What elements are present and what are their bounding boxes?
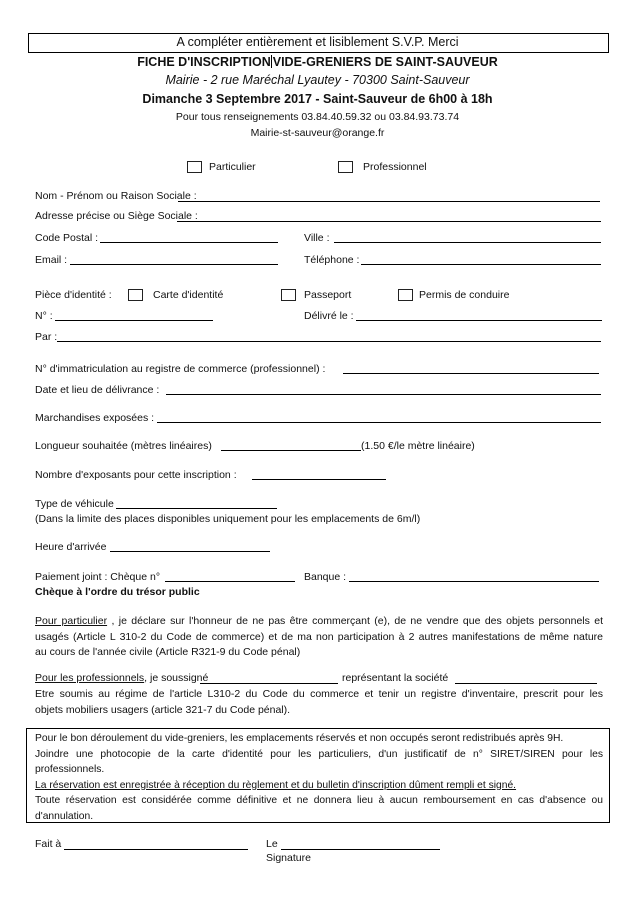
form-title: [0, 55, 635, 69]
delivre-le-label: Délivré le :: [304, 310, 354, 322]
passeport-checkbox[interactable]: [281, 289, 296, 301]
nom-field[interactable]: [178, 201, 600, 202]
date-field[interactable]: [281, 849, 440, 850]
delivre-le-field[interactable]: [356, 320, 602, 321]
marchandises-label: Marchandises exposées :: [35, 412, 155, 424]
vehicule-label: Type de véhicule: [35, 498, 114, 510]
ville-field[interactable]: [334, 242, 601, 243]
notice-line: professionnels.: [35, 764, 105, 775]
declaration-pro-lead: Pour les professionnels: [35, 672, 145, 684]
nom-label: Nom - Prénom ou Raison Sociale :: [35, 190, 197, 202]
heure-arrivee-label: Heure d'arrivée: [35, 541, 107, 553]
declaration-particulier-line: usagés (Article L 310-2 du Code de commerce) et de ma non participation à 2 autres manifestations de même nature: [35, 630, 603, 643]
cheque-ordre-note: Chèque à l'ordre du trésor public: [35, 586, 200, 598]
notice-line: Joindre une photocopie de la carte d'identité pour les particuliers, d'un justificatif de n° SIRET/SIREN pour les: [35, 748, 603, 760]
vehicule-note: (Dans la limite des places disponibles uniquement pour les emplacements de 6m/l): [35, 513, 421, 525]
nombre-exposants-field[interactable]: [252, 479, 386, 480]
carte-identite-checkbox[interactable]: [128, 289, 143, 301]
representant-label: représentant la société: [342, 672, 449, 684]
societe-field[interactable]: [455, 683, 597, 684]
declaration-particulier-text: , je déclare sur l'honneur de ne pas être commerçant (e), de ne vendre que des objets personnels et: [107, 615, 603, 627]
professionnel-label: Professionnel: [363, 161, 427, 173]
declaration-particulier-lead: Pour particulier: [35, 615, 108, 627]
cheque-numero-field[interactable]: [165, 581, 295, 582]
fait-a-label: Fait à: [35, 838, 62, 850]
code-postal-label: Code Postal :: [35, 232, 99, 244]
longueur-field[interactable]: [221, 450, 361, 451]
carte-identite-label: Carte d'identité: [153, 289, 224, 301]
longueur-label: Longueur souhaitée (mètres linéaires): [35, 440, 212, 452]
professionnel-checkbox[interactable]: [338, 161, 353, 173]
date-lieu-label: Date et lieu de délivrance :: [35, 384, 160, 396]
signature-label: Signature: [266, 852, 311, 864]
nombre-exposants-label: Nombre d'exposants pour cette inscription :: [35, 469, 237, 481]
immatriculation-field[interactable]: [343, 373, 599, 374]
declaration-particulier-line: au cours de l'année civile (Article R321-9 du Code pénal): [35, 646, 301, 658]
form-title-part1: FICHE D'INSCRIPTION: [137, 55, 271, 69]
notice-text: [35, 731, 603, 824]
email-label: Email :: [35, 254, 68, 266]
notice-line: Pour le bon déroulement du vide-greniers, les emplacements réservés et non occupés seront redistribués après 9H.: [35, 733, 564, 744]
piece-identite-label: Pièce d'identité :: [35, 289, 112, 301]
address: Mairie - 2 rue Maréchal Lyautey - 70300 Saint-Sauveur: [165, 73, 470, 87]
soussigne-field[interactable]: [200, 683, 338, 684]
paiement-label: Paiement joint : Chèque n°: [35, 571, 161, 583]
date-lieu-field[interactable]: [166, 394, 601, 395]
ville-label: Ville :: [304, 232, 330, 244]
declaration-pro-line: Etre soumis au régime de l'article L310-2 du Code du commerce et tenir un registre d'inventaire, prescrit pour les: [35, 688, 603, 700]
info-phone: Pour tous renseignements 03.84.40.59.32 ou 03.84.93.73.74: [175, 111, 460, 123]
declaration-pro-soussigne: , je soussigné: [144, 672, 209, 684]
banque-field[interactable]: [349, 581, 599, 582]
heure-arrivee-field[interactable]: [110, 551, 270, 552]
notice-line: Toute réservation est considérée comme définitive et ne donnera lieu à aucun remboursement en cas d'absence ou: [35, 795, 603, 806]
declaration-pro-text: [35, 687, 603, 718]
par-label: Par :: [35, 331, 58, 343]
longueur-price: (1.50 €/le mètre linéaire): [361, 440, 475, 452]
event-date: Dimanche 3 Septembre 2017 - Saint-Sauveur de 6h00 à 18h: [142, 92, 493, 106]
email-field[interactable]: [70, 264, 278, 265]
instruction-text: A compléter entièrement et lisiblement S.V.P. Merci: [176, 35, 459, 49]
adresse-label: Adresse précise ou Siège Sociale :: [35, 210, 198, 222]
particulier-label: Particulier: [209, 161, 256, 173]
code-postal-field[interactable]: [100, 242, 278, 243]
passeport-label: Passeport: [304, 289, 352, 301]
declaration-pro-line: objets mobiliers usagers (article 321-7 du Code pénal).: [35, 703, 291, 716]
le-label: Le: [266, 838, 278, 850]
notice-line: d'annulation.: [35, 810, 94, 822]
banque-label: Banque :: [304, 571, 347, 583]
permis-label: Permis de conduire: [419, 289, 510, 301]
declaration-particulier-line: [35, 614, 603, 630]
particulier-checkbox[interactable]: [187, 161, 202, 173]
declaration-particulier: [35, 614, 603, 661]
vehicule-field[interactable]: [116, 508, 277, 509]
adresse-field[interactable]: [177, 221, 601, 222]
notice-line-underlined: La réservation est enregistrée à réception du règlement et du bulletin d'inscription dûment rempli et signé.: [35, 779, 517, 791]
numero-label: N° :: [35, 310, 53, 322]
fait-a-field[interactable]: [64, 849, 248, 850]
form-title-part2: VIDE-GRENIERS DE SAINT-SAUVEUR: [272, 55, 498, 69]
contact-email: Mairie-st-sauveur@orange.fr: [250, 127, 385, 139]
par-field[interactable]: [57, 341, 601, 342]
telephone-label: Téléphone :: [304, 254, 360, 266]
declaration-pro-intro: [35, 672, 208, 684]
numero-field[interactable]: [55, 320, 213, 321]
marchandises-field[interactable]: [157, 422, 601, 423]
immatriculation-label: N° d'immatriculation au registre de commerce (professionnel) :: [35, 363, 326, 375]
permis-checkbox[interactable]: [398, 289, 413, 301]
telephone-field[interactable]: [361, 264, 601, 265]
